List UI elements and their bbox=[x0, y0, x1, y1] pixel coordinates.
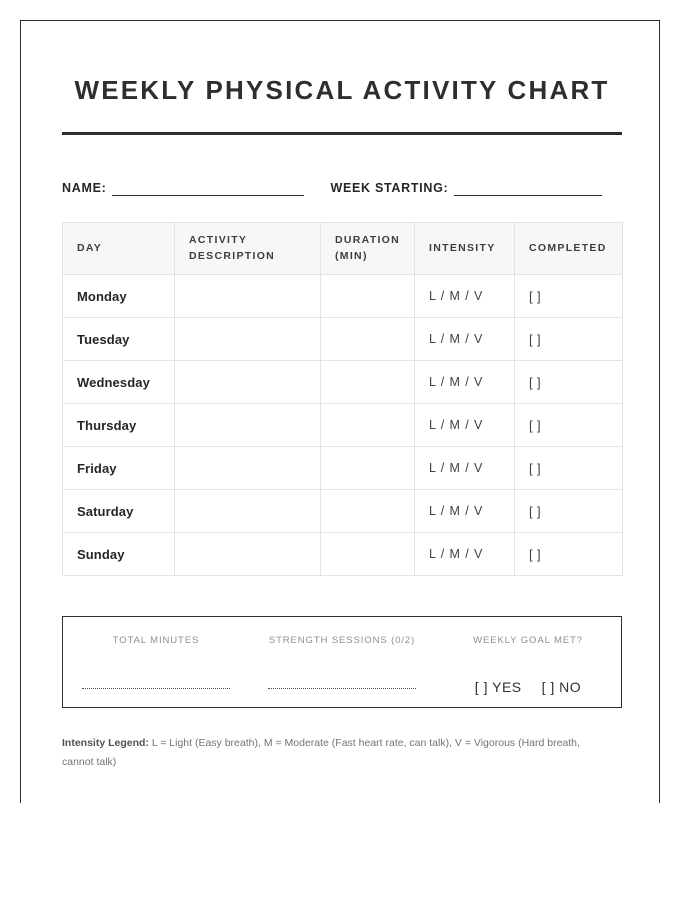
column-header-intensity: INTENSITY bbox=[415, 223, 515, 275]
duration-input[interactable] bbox=[321, 275, 415, 318]
week-starting-field[interactable] bbox=[330, 181, 602, 196]
activity-input[interactable] bbox=[175, 361, 321, 404]
weekly-summary-box bbox=[62, 616, 622, 708]
intensity-options[interactable]: L / M / V bbox=[415, 447, 515, 490]
weekly-goal-label: WEEKLY GOAL MET? bbox=[473, 635, 583, 647]
week-starting-input-line[interactable] bbox=[454, 182, 602, 196]
activity-input[interactable] bbox=[175, 490, 321, 533]
table-header-row bbox=[63, 223, 623, 275]
page-title: WEEKLY PHYSICAL ACTIVITY CHART bbox=[74, 75, 610, 105]
table-row bbox=[63, 318, 623, 361]
completed-checkbox[interactable]: [ ] bbox=[515, 447, 623, 490]
name-input-line[interactable] bbox=[112, 182, 304, 196]
duration-input[interactable] bbox=[321, 533, 415, 576]
day-label: Tuesday bbox=[63, 318, 175, 361]
duration-input[interactable] bbox=[321, 361, 415, 404]
day-label: Sunday bbox=[63, 533, 175, 576]
total-minutes-input-line[interactable] bbox=[82, 687, 230, 689]
title-divider bbox=[62, 132, 622, 135]
strength-sessions-label: STRENGTH SESSIONS (0/2) bbox=[268, 635, 416, 647]
column-header-completed: COMPLETED bbox=[515, 223, 623, 275]
goal-no-checkbox[interactable]: [ ] NO bbox=[541, 679, 582, 696]
table-row bbox=[63, 275, 623, 318]
name-label: NAME: bbox=[62, 181, 107, 196]
activity-input[interactable] bbox=[175, 447, 321, 490]
table-body bbox=[63, 275, 623, 576]
intensity-legend-text: L = Light (Easy breath), M = Moderate (Fast heart rate, can talk), V = Vigorous (Hard breath, cannot talk) bbox=[62, 737, 580, 768]
day-label: Saturday bbox=[63, 490, 175, 533]
column-header-day: DAY bbox=[63, 223, 175, 275]
completed-checkbox[interactable]: [ ] bbox=[515, 318, 623, 361]
duration-input[interactable] bbox=[321, 490, 415, 533]
summary-weekly-goal bbox=[435, 617, 621, 707]
weekly-activity-table bbox=[62, 222, 623, 576]
weekly-goal-options bbox=[475, 679, 581, 695]
duration-input[interactable] bbox=[321, 447, 415, 490]
day-label: Monday bbox=[63, 275, 175, 318]
completed-checkbox[interactable]: [ ] bbox=[515, 404, 623, 447]
table-row bbox=[63, 533, 623, 576]
day-label: Wednesday bbox=[63, 361, 175, 404]
intensity-legend-prefix: Intensity Legend: bbox=[62, 737, 149, 750]
activity-input[interactable] bbox=[175, 533, 321, 576]
day-label: Friday bbox=[63, 447, 175, 490]
duration-input[interactable] bbox=[321, 318, 415, 361]
column-header-duration: DURATION (MIN) bbox=[321, 223, 415, 275]
intensity-options[interactable]: L / M / V bbox=[415, 404, 515, 447]
name-field[interactable] bbox=[62, 181, 304, 196]
column-header-activity: ACTIVITY DESCRIPTION bbox=[175, 223, 321, 275]
intensity-options[interactable]: L / M / V bbox=[415, 361, 515, 404]
page-content bbox=[62, 20, 622, 771]
table-row bbox=[63, 447, 623, 490]
duration-input[interactable] bbox=[321, 404, 415, 447]
table-row bbox=[63, 361, 623, 404]
activity-input[interactable] bbox=[175, 318, 321, 361]
intensity-options[interactable]: L / M / V bbox=[415, 275, 515, 318]
intensity-legend bbox=[62, 734, 614, 771]
summary-strength-sessions bbox=[249, 617, 435, 707]
total-minutes-label: TOTAL MINUTES bbox=[112, 635, 200, 647]
week-starting-label: WEEK STARTING: bbox=[330, 181, 449, 196]
meta-fields-row bbox=[62, 181, 622, 196]
table-row bbox=[63, 490, 623, 533]
table-row bbox=[63, 404, 623, 447]
completed-checkbox[interactable]: [ ] bbox=[515, 361, 623, 404]
completed-checkbox[interactable]: [ ] bbox=[515, 275, 623, 318]
goal-yes-checkbox[interactable]: [ ] YES bbox=[474, 679, 522, 696]
day-label: Thursday bbox=[63, 404, 175, 447]
activity-input[interactable] bbox=[175, 404, 321, 447]
strength-sessions-input-line[interactable] bbox=[268, 687, 416, 689]
summary-total-minutes bbox=[63, 617, 249, 707]
completed-checkbox[interactable]: [ ] bbox=[515, 533, 623, 576]
completed-checkbox[interactable]: [ ] bbox=[515, 490, 623, 533]
intensity-options[interactable]: L / M / V bbox=[415, 490, 515, 533]
intensity-options[interactable]: L / M / V bbox=[415, 533, 515, 576]
table-header bbox=[63, 223, 623, 275]
intensity-options[interactable]: L / M / V bbox=[415, 318, 515, 361]
activity-input[interactable] bbox=[175, 275, 321, 318]
